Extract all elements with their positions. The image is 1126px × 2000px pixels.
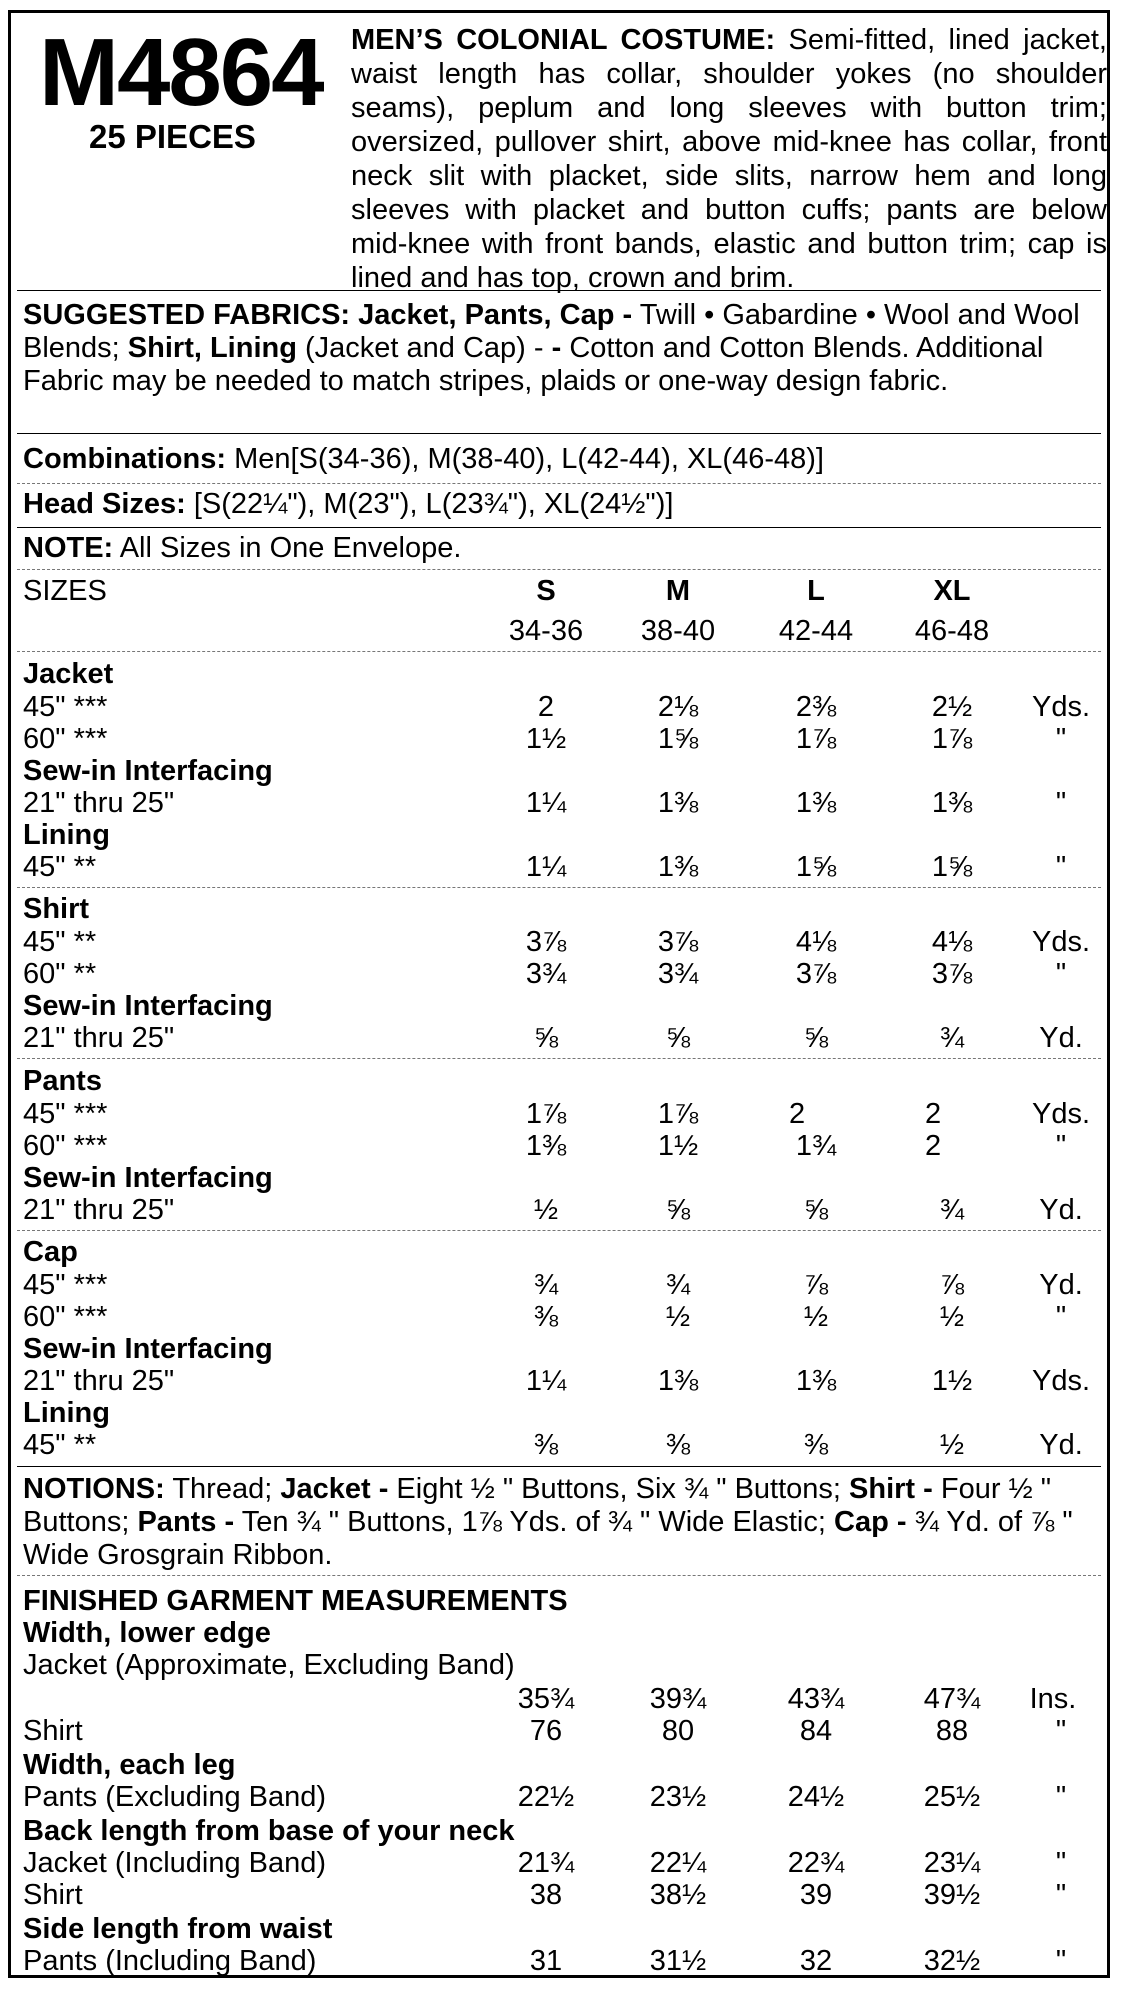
interfacing-title: Sew-in Interfacing xyxy=(23,990,273,1022)
cell: 32½ xyxy=(923,1945,981,1977)
notions-pants: Pants - xyxy=(137,1506,235,1538)
unit: " xyxy=(1055,958,1067,990)
row-label: Pants (Excluding Band) xyxy=(23,1781,327,1813)
shirt-title: Shirt xyxy=(23,893,90,925)
pants-title: Pants xyxy=(23,1065,102,1097)
cell: ¾ xyxy=(665,1269,691,1301)
section-title xyxy=(11,1333,1107,1365)
cell: 1⅝ xyxy=(657,723,699,755)
unit: Yd. xyxy=(1039,1269,1083,1301)
table-row xyxy=(11,1429,1107,1461)
section-title xyxy=(11,990,1107,1022)
row-label: 21" thru 25" xyxy=(23,1022,175,1054)
unit: Yds. xyxy=(1031,1365,1091,1397)
cell: ¾ xyxy=(533,1269,559,1301)
cell: 3⅞ xyxy=(931,958,973,990)
cell: 1⅜ xyxy=(931,787,973,819)
section-title xyxy=(11,1815,1107,1847)
combinations-value: Men[S(34-36), M(38-40), L(42-44), XL(46-48)] xyxy=(234,443,824,475)
row-label: Shirt xyxy=(23,1879,83,1911)
divider xyxy=(17,527,1101,528)
section-title xyxy=(11,1236,1107,1268)
cell: 47¾ xyxy=(923,1683,981,1715)
unit: Yds. xyxy=(1031,926,1091,958)
unit: " xyxy=(1055,851,1067,883)
table-row xyxy=(11,1715,1107,1747)
table-row xyxy=(11,1649,1107,1681)
combinations-label: Combinations: xyxy=(23,443,226,475)
notions xyxy=(23,1473,1103,1572)
table-row xyxy=(11,1945,1107,1977)
row-label: Jacket (Approximate, Excluding Band) xyxy=(23,1649,515,1681)
cell: ½ xyxy=(533,1194,559,1226)
row-label: 21" thru 25" xyxy=(23,787,175,819)
cell: ½ xyxy=(665,1301,691,1333)
cell: 38 xyxy=(529,1879,563,1911)
table-row xyxy=(11,1130,1107,1162)
pattern-envelope-back xyxy=(8,10,1110,1978)
cell: ⅜ xyxy=(533,1301,559,1333)
back-length-title: Back length from base of your neck xyxy=(23,1815,515,1847)
head-sizes xyxy=(23,488,1103,521)
cell: ⅝ xyxy=(533,1022,559,1054)
pieces-count: 25 PIECES xyxy=(89,118,256,155)
section-title xyxy=(11,1585,1107,1617)
table-row xyxy=(11,1847,1107,1879)
combinations xyxy=(23,443,1103,476)
cell: ⅜ xyxy=(803,1429,829,1461)
fabrics-group1: Jacket, Pants, Cap - xyxy=(358,299,633,331)
cell: 32 xyxy=(799,1945,833,1977)
cell: ⅝ xyxy=(803,1194,829,1226)
cell: 39¾ xyxy=(649,1683,707,1715)
divider xyxy=(17,1575,1101,1576)
size-range: 46-48 xyxy=(914,615,990,647)
lining-title: Lining xyxy=(23,819,110,851)
size-col-l: L xyxy=(807,575,825,607)
size-range: 42-44 xyxy=(778,615,854,647)
sizes-header-row xyxy=(11,575,1107,607)
size-range: 38-40 xyxy=(640,615,716,647)
row-label: Pants (Including Band) xyxy=(23,1945,317,1977)
cell: 1¼ xyxy=(525,1365,567,1397)
pattern-description xyxy=(351,23,1107,295)
size-col-xl: XL xyxy=(933,575,971,607)
section-title xyxy=(11,658,1107,690)
size-range: 34-36 xyxy=(508,615,584,647)
cap-title: Cap xyxy=(23,1236,78,1268)
table-row xyxy=(11,1781,1107,1813)
cell: ¾ xyxy=(939,1194,965,1226)
row-label: 45" *** xyxy=(23,1269,108,1301)
suggested-fabrics: SUGGESTED FABRICS: Jacket, Pants, Cap - Twill • Gabardine • Wool and Wool Blends; Shirt, Lining (Jacket and Cap) - - Cotton and Cotton Blends. Additional Fabric may be needed to match stripes, plaids or one-way design fabric. xyxy=(23,299,1080,397)
cell: 1⅜ xyxy=(657,851,699,883)
divider xyxy=(17,433,1101,434)
notions-label: NOTIONS: xyxy=(23,1473,165,1505)
unit: Yd. xyxy=(1039,1022,1083,1054)
cell: 2 xyxy=(925,1098,942,1130)
table-row xyxy=(11,787,1107,819)
cell: 1½ xyxy=(931,1365,973,1397)
cell: ½ xyxy=(803,1301,829,1333)
divider xyxy=(17,887,1101,888)
cell: 80 xyxy=(661,1715,695,1747)
unit: Yds. xyxy=(1031,1098,1091,1130)
cell: ⅝ xyxy=(665,1022,691,1054)
notions-shirt-text: Four ½ " Buttons; xyxy=(23,1473,1052,1538)
lining-title: Lining xyxy=(23,1397,110,1429)
cell: 39½ xyxy=(923,1879,981,1911)
cell: 4⅛ xyxy=(931,926,973,958)
table-row xyxy=(11,958,1107,990)
notions-cap-text: ¾ Yd. of ⅞ " Wide Grosgrain Ribbon. xyxy=(23,1506,1073,1571)
row-label: 45" *** xyxy=(23,691,108,723)
width-lower-title: Width, lower edge xyxy=(23,1617,271,1649)
notions-thread: Thread; xyxy=(172,1473,273,1505)
size-col-s: S xyxy=(536,575,556,607)
cell: 1⅞ xyxy=(795,723,837,755)
cell: 2⅜ xyxy=(795,691,837,723)
cell: 23¼ xyxy=(923,1847,981,1879)
cell: 25½ xyxy=(923,1781,981,1813)
note xyxy=(23,532,1103,565)
cell: 31½ xyxy=(649,1945,707,1977)
cell: ¾ xyxy=(939,1022,965,1054)
unit: Yds. xyxy=(1031,691,1091,723)
cell: 22¾ xyxy=(787,1847,845,1879)
fabrics-label: SUGGESTED FABRICS: xyxy=(23,299,351,331)
unit: " xyxy=(1055,787,1067,819)
interfacing-title: Sew-in Interfacing xyxy=(23,1162,273,1194)
cell: ⅝ xyxy=(803,1022,829,1054)
section-title xyxy=(11,1617,1107,1649)
row-label: 60" *** xyxy=(23,723,108,755)
section-title xyxy=(11,1162,1107,1194)
cell: 35¾ xyxy=(517,1683,575,1715)
unit: " xyxy=(1055,1847,1067,1879)
cell: 1⅞ xyxy=(657,1098,699,1130)
unit: Yd. xyxy=(1039,1429,1083,1461)
divider xyxy=(17,1466,1101,1467)
interfacing-title: Sew-in Interfacing xyxy=(23,755,273,787)
notions-cap: Cap - xyxy=(834,1506,907,1538)
table-row xyxy=(11,691,1107,723)
section-title xyxy=(11,1065,1107,1097)
cell: ⅝ xyxy=(665,1194,691,1226)
section-title xyxy=(11,893,1107,925)
cell: 3⅞ xyxy=(657,926,699,958)
notions-shirt: Shirt - xyxy=(849,1473,933,1505)
table-row xyxy=(11,1683,1107,1715)
table-row xyxy=(11,851,1107,883)
unit: " xyxy=(1055,1781,1067,1813)
row-label: 60" ** xyxy=(23,958,97,990)
table-row xyxy=(11,1194,1107,1226)
divider xyxy=(17,483,1101,484)
width-leg-title: Width, each leg xyxy=(23,1749,236,1781)
cell: ½ xyxy=(939,1301,965,1333)
notions-jacket: Jacket - xyxy=(280,1473,389,1505)
unit: Yd. xyxy=(1039,1194,1083,1226)
row-label: 45" ** xyxy=(23,926,97,958)
cell: 23½ xyxy=(649,1781,707,1813)
cell: 88 xyxy=(935,1715,969,1747)
sizes-label: SIZES xyxy=(23,575,107,607)
table-row xyxy=(11,723,1107,755)
cell: ⅜ xyxy=(533,1429,559,1461)
unit: Ins. xyxy=(1029,1683,1077,1715)
cell: 22½ xyxy=(517,1781,575,1813)
cell: ⅞ xyxy=(803,1269,829,1301)
cell: 22¼ xyxy=(649,1847,707,1879)
cell: ⅞ xyxy=(939,1269,965,1301)
cell: 1⅞ xyxy=(525,1098,567,1130)
cell: 38½ xyxy=(649,1879,707,1911)
description-text: Semi-fitted, lined jacket, waist length has collar, shoulder yokes (no shoulder seams), peplum and long sleeves with button trim; oversized, pullover shirt, above mid-knee has collar, front neck slit with placket, side slits, narrow hem and long sleeves with placket and button cuffs; pants are below mid-knee with front bands, elastic and button trim; cap is lined and has top, crown and brim. xyxy=(351,24,1107,294)
cell: 1⅜ xyxy=(795,1365,837,1397)
cell: 3⅞ xyxy=(795,958,837,990)
cell: 1⅝ xyxy=(931,851,973,883)
cell: 43¾ xyxy=(787,1683,845,1715)
table-row xyxy=(11,1301,1107,1333)
unit: " xyxy=(1055,723,1067,755)
table-row xyxy=(11,1098,1107,1130)
sizes-range-row xyxy=(11,615,1107,647)
cell: 3¾ xyxy=(657,958,699,990)
section-title xyxy=(11,1913,1107,1945)
fabrics-group2-text: (Jacket and Cap) - xyxy=(305,332,544,364)
head-sizes-label: Head Sizes: xyxy=(23,488,186,520)
section-title xyxy=(11,755,1107,787)
cell: 2½ xyxy=(931,691,973,723)
costume-title: MEN’S COLONIAL COSTUME: xyxy=(351,24,776,56)
cell: 1¼ xyxy=(525,851,567,883)
head-sizes-value: [S(22¼"), M(23"), L(23¾"), XL(24½")] xyxy=(193,488,674,520)
divider xyxy=(17,1058,1101,1059)
cell: 2⅛ xyxy=(657,691,699,723)
cell: 1½ xyxy=(525,723,567,755)
fabrics-additional: Additional Fabric may be needed to match stripes, plaids or one-way design fabric. xyxy=(23,332,1044,397)
finished-title: FINISHED GARMENT MEASUREMENTS xyxy=(23,1585,568,1617)
note-label: NOTE: xyxy=(23,532,114,564)
size-col-m: M xyxy=(665,575,691,607)
cell: 2 xyxy=(925,1130,942,1162)
table-row xyxy=(11,1365,1107,1397)
cell: 1⅝ xyxy=(795,851,837,883)
row-label: 21" thru 25" xyxy=(23,1194,175,1226)
unit: " xyxy=(1055,1879,1067,1911)
unit: " xyxy=(1055,1301,1067,1333)
cell: 1⅜ xyxy=(657,1365,699,1397)
section-title xyxy=(11,1397,1107,1429)
row-label: Jacket (Including Band) xyxy=(23,1847,327,1879)
cell: 84 xyxy=(799,1715,833,1747)
row-label: 45" ** xyxy=(23,1429,97,1461)
cell: ½ xyxy=(939,1429,965,1461)
jacket-title: Jacket xyxy=(23,658,114,690)
table-row xyxy=(11,1022,1107,1054)
cell: 21¾ xyxy=(517,1847,575,1879)
notions-jacket-text: Eight ½ " Buttons, Six ¾ " Buttons; xyxy=(396,1473,841,1505)
row-label: 60" *** xyxy=(23,1301,108,1333)
fabrics-group2-list: Cotton and Cotton Blends. xyxy=(569,332,910,364)
cell: 3¾ xyxy=(525,958,567,990)
row-label: 21" thru 25" xyxy=(23,1365,175,1397)
cell: 2 xyxy=(789,1098,806,1130)
unit: " xyxy=(1055,1945,1067,1977)
cell: 2 xyxy=(537,691,555,723)
cell: 1⅜ xyxy=(657,787,699,819)
table-row xyxy=(11,1879,1107,1911)
cell: 1½ xyxy=(657,1130,699,1162)
cell: 1¼ xyxy=(525,787,567,819)
row-label: Shirt xyxy=(23,1715,83,1747)
cell: 1⅜ xyxy=(525,1130,567,1162)
note-text: All Sizes in One Envelope. xyxy=(119,532,462,564)
cell: 31 xyxy=(529,1945,563,1977)
divider xyxy=(17,651,1101,652)
fabrics-group1-text: Twill • Gabardine • Wool and Wool Blends; xyxy=(23,299,1080,364)
row-label: 45" *** xyxy=(23,1098,108,1130)
cell: 3⅞ xyxy=(525,926,567,958)
cell: 76 xyxy=(529,1715,563,1747)
cell: ⅜ xyxy=(665,1429,691,1461)
cell: 1⅜ xyxy=(795,787,837,819)
divider xyxy=(17,569,1101,570)
notions-pants-text: Ten ¾ " Buttons, 1⅞ Yds. of ¾ " Wide Elastic; xyxy=(241,1506,826,1538)
cell: 39 xyxy=(799,1879,833,1911)
section-title xyxy=(11,819,1107,851)
row-label: 60" *** xyxy=(23,1130,108,1162)
cell: 24½ xyxy=(787,1781,845,1813)
fabrics-group2: Shirt, Lining xyxy=(127,332,297,364)
section-title xyxy=(11,1749,1107,1781)
table-row xyxy=(11,926,1107,958)
row-label: 45" ** xyxy=(23,851,97,883)
interfacing-title: Sew-in Interfacing xyxy=(23,1333,273,1365)
pattern-number: M4864 xyxy=(39,19,323,126)
cell: 1¾ xyxy=(795,1130,837,1162)
unit: " xyxy=(1055,1715,1067,1747)
divider xyxy=(17,1230,1101,1231)
divider xyxy=(17,290,1101,291)
unit: " xyxy=(1055,1130,1067,1162)
side-length-title: Side length from waist xyxy=(23,1913,333,1945)
table-row xyxy=(11,1269,1107,1301)
cell: 4⅛ xyxy=(795,926,837,958)
cell: 1⅞ xyxy=(931,723,973,755)
